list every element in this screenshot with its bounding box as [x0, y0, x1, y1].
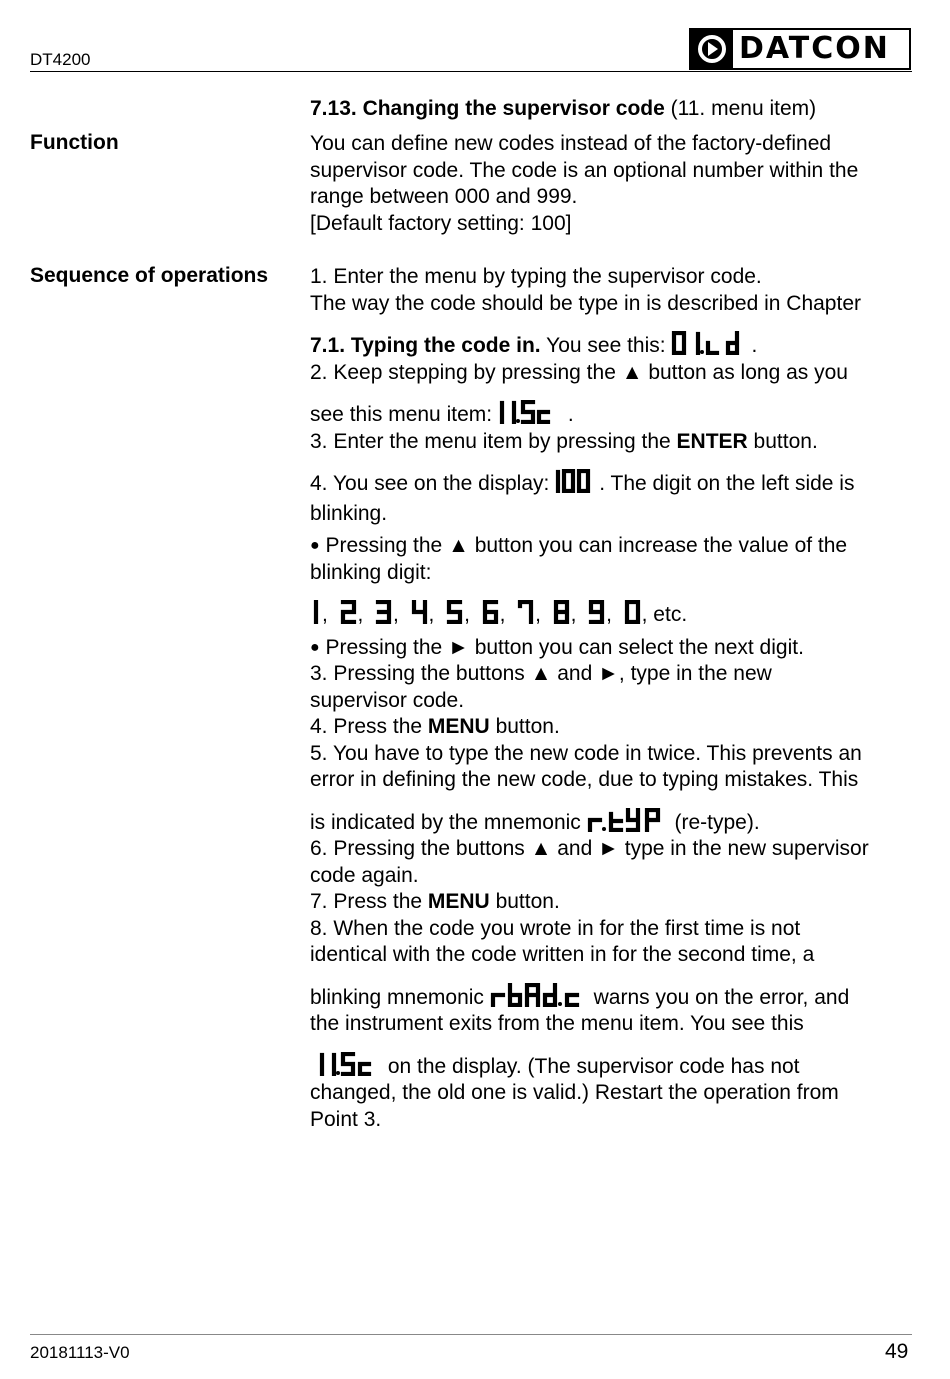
enter-label: ENTER	[676, 429, 748, 453]
digit-3	[375, 600, 393, 624]
comma: ,	[464, 603, 470, 626]
step-6-line: code again.	[310, 863, 419, 887]
step-4-line: . The digit on the left side is	[599, 472, 855, 495]
display-rtyp	[587, 808, 669, 832]
step-1-line: The way the code should be type in is described in Chapter	[310, 291, 861, 315]
sequence-label: Sequence of operations	[30, 264, 269, 287]
footer-divider	[30, 1334, 912, 1335]
function-line: range between 000 and 999.	[310, 185, 578, 208]
bullet-line: blinking digit:	[310, 560, 432, 584]
chapter-reference: 7.1. Typing the code in.	[310, 334, 541, 357]
footer-version: 20181113-V0	[30, 1343, 130, 1362]
display-100	[555, 469, 599, 493]
step-5-line: is indicated by the mnemonic	[310, 810, 587, 834]
comma: ,	[570, 603, 577, 626]
digit-1	[310, 600, 322, 624]
bullet-icon: ●	[310, 537, 320, 554]
step-4b-line: button.	[489, 715, 560, 738]
step-5-line: error in defining the new code, due to typing mistakes. This	[310, 768, 859, 791]
comma: ,	[535, 603, 541, 626]
step-3b-line: supervisor code.	[310, 688, 465, 712]
step-6-line: 6. Pressing the buttons ▲ and ► type in the new supervisor	[310, 837, 869, 860]
logo-text: DATCON	[739, 31, 890, 66]
etc-text: , etc.	[641, 603, 688, 626]
datcon-logo-icon	[691, 30, 733, 68]
step-8-line: identical with the code written in for the second time, a	[310, 943, 815, 966]
sequence-text	[310, 264, 935, 1133]
digit-4	[411, 600, 429, 624]
step-3b-line: 3. Pressing the buttons ▲ and ►, type in the new	[310, 662, 772, 685]
digit-9	[588, 600, 606, 624]
menu-label: MENU	[427, 715, 490, 738]
function-line: You can define new codes instead of the factory-defined	[310, 132, 832, 155]
step-8-line: on the display. (The supervisor code has not	[382, 1054, 800, 1078]
period: .	[751, 334, 758, 357]
step-3-line: 3. Enter the menu item by pressing the	[310, 429, 677, 453]
step-8-line: Point 3.	[310, 1107, 382, 1131]
digit-5	[446, 600, 464, 624]
display-11sc	[310, 1052, 382, 1076]
header-divider	[30, 71, 912, 72]
comma: ,	[499, 603, 506, 626]
comma: ,	[393, 603, 399, 626]
step-8-line: blinking mnemonic	[310, 985, 490, 1009]
page-number: 49	[885, 1340, 909, 1363]
step-7-line: button.	[489, 890, 560, 913]
step-7-line: 7. Press the	[310, 890, 428, 913]
step-4-line: blinking.	[310, 501, 388, 525]
function-line: supervisor code. The code is an optional number within the	[310, 158, 859, 182]
step-4-line: 4. You see on the display:	[310, 472, 556, 495]
period: .	[567, 403, 574, 426]
section-title: Changing the supervisor code	[362, 97, 665, 120]
comma: ,	[322, 603, 328, 626]
section-number: 7.13.	[310, 97, 357, 120]
digit-2	[340, 600, 358, 624]
step-5-line: (re-type).	[668, 810, 760, 834]
step-8-line: 8. When the code you wrote in for the first time is not	[310, 916, 801, 940]
digit-0	[624, 600, 642, 624]
step-8-line: the instrument exits from the menu item. You see this	[310, 1012, 804, 1035]
function-label: Function	[30, 131, 119, 154]
section-subtitle: (11. menu item)	[670, 97, 817, 120]
function-text	[310, 131, 935, 237]
digit-7	[517, 600, 535, 624]
digit-6	[482, 600, 500, 624]
document-code: DT4200	[30, 50, 91, 69]
display-01ld	[671, 331, 751, 355]
step-2-line: see this menu item:	[310, 403, 498, 426]
digit-sequence	[310, 600, 935, 629]
comma: ,	[428, 603, 435, 626]
step-1-line: You see this:	[540, 334, 672, 357]
section-heading	[310, 96, 935, 123]
step-1-line: 1. Enter the menu by typing the supervisor code.	[310, 265, 762, 288]
step-4b-line: 4. Press the	[310, 715, 428, 738]
datcon-logo	[689, 28, 911, 70]
comma: ,	[606, 603, 612, 626]
step-8-line: warns you on the error, and	[587, 985, 850, 1009]
step-5-line: 5. You have to type the new code in twice. This prevents an	[310, 741, 862, 765]
function-line: [Default factory setting: 100]	[310, 211, 572, 235]
display-11sc	[498, 400, 568, 424]
bullet-icon: ●	[310, 638, 320, 656]
step-3-line: button.	[747, 429, 818, 453]
menu-label: MENU	[427, 890, 490, 913]
step-2-line: 2. Keep stepping by pressing the ▲ button as long as you	[310, 360, 848, 384]
bullet-line: Pressing the ▲ button you can increase the value of the	[319, 534, 848, 557]
comma: ,	[357, 603, 364, 626]
display-rbadc	[490, 983, 588, 1007]
digit-8	[553, 600, 571, 624]
step-8-line: changed, the old one is valid.) Restart the operation from	[310, 1081, 839, 1104]
bullet-line: Pressing the ► button you can select the next digit.	[319, 635, 804, 659]
